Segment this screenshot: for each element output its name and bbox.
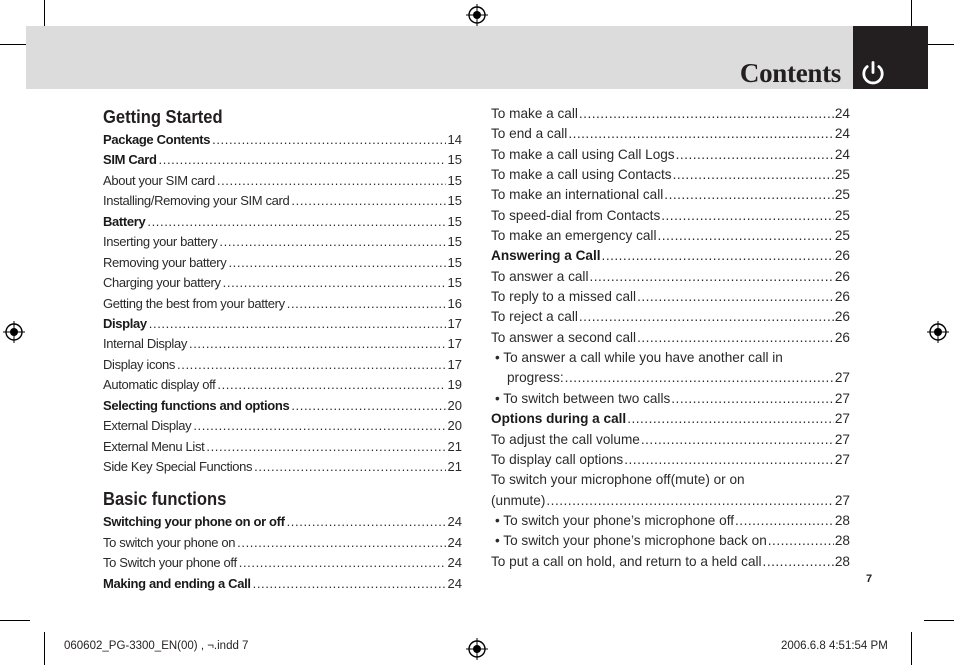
- dot-leader: [291, 396, 445, 416]
- toc-entry[interactable]: [103, 130, 462, 150]
- toc-entry-title: Making and ending a Call: [103, 575, 251, 591]
- toc-entry-title: Answering a Call: [491, 248, 601, 264]
- toc-entry-title: Inserting your battery: [103, 234, 218, 250]
- section-heading: Getting Started: [103, 107, 223, 127]
- toc-entry-page: 15: [447, 193, 462, 209]
- toc-entry[interactable]: [491, 206, 850, 226]
- toc-entry-page: 15: [447, 234, 462, 250]
- toc-entry-title: To display call options: [491, 451, 624, 467]
- toc-entry-title: Display icons: [103, 356, 176, 372]
- toc-entry-title: Charging your battery: [103, 275, 221, 291]
- toc-entry-page: 27: [834, 370, 850, 386]
- toc-entry-page: 17: [447, 356, 462, 372]
- footer-timestamp: 2006.6.8 4:51:54 PM: [781, 640, 888, 652]
- toc-entry-title: Switching your phone on or off: [103, 514, 285, 530]
- toc-entry[interactable]: [103, 375, 462, 395]
- dot-leader: [206, 437, 445, 457]
- dot-leader: [657, 226, 833, 246]
- dot-leader: [189, 334, 446, 354]
- toc-entry-page: 27: [834, 451, 850, 467]
- toc-entry-page: 15: [447, 172, 462, 188]
- toc-entry[interactable]: [103, 553, 462, 573]
- toc-entry-page: 14: [447, 132, 462, 147]
- toc-entry[interactable]: [491, 552, 850, 572]
- dot-leader: [637, 328, 834, 348]
- power-icon: [858, 58, 888, 88]
- dot-leader: [147, 212, 445, 232]
- toc-entry-page: 27: [834, 492, 850, 508]
- toc-entry[interactable]: [491, 450, 850, 470]
- toc-entry-title: To adjust the call volume: [491, 431, 640, 447]
- registration-mark-icon: [927, 321, 949, 343]
- toc-entry[interactable]: [491, 409, 850, 429]
- dot-leader: [768, 531, 834, 551]
- toc-entry-page: 27: [834, 431, 850, 447]
- dot-leader: [627, 409, 834, 429]
- toc-entry[interactable]: [491, 226, 850, 246]
- page-title: Contents: [739, 58, 841, 88]
- dot-leader: [637, 287, 834, 307]
- toc-entry-title: Automatic display off: [103, 377, 216, 393]
- toc-entry-page: 24: [834, 146, 850, 162]
- toc-entry-title: Display: [103, 315, 147, 331]
- dot-leader: [673, 165, 834, 185]
- toc-entry-page: 15: [447, 152, 462, 168]
- toc-entry-title: Getting the best from your battery: [103, 295, 285, 311]
- toc-entry-page: 25: [834, 187, 850, 203]
- dot-leader: [676, 145, 834, 165]
- registration-mark-icon: [466, 4, 488, 26]
- crop-mark: [924, 620, 954, 621]
- toc-entry-title: Options during a call: [491, 411, 627, 427]
- toc-entry-title: To make a call: [491, 106, 578, 121]
- toc-entry[interactable]: [491, 491, 850, 511]
- toc-entry-title: To end a call: [491, 126, 568, 142]
- toc-entry[interactable]: [491, 104, 850, 124]
- crop-mark: [924, 44, 954, 45]
- toc-entry-page: 24: [834, 106, 850, 121]
- toc-entry-page: 24: [447, 514, 462, 530]
- registration-mark-icon: [466, 638, 488, 660]
- toc-entry-page: 26: [834, 289, 850, 305]
- toc-entry-title: • To switch your phone’s microphone off: [495, 512, 735, 528]
- toc-entry-page: 15: [447, 275, 462, 291]
- toc-entry-page: 26: [834, 329, 850, 345]
- toc-entry-page: 15: [447, 254, 462, 270]
- registration-mark-icon: [3, 321, 25, 343]
- dot-leader: [177, 355, 445, 375]
- toc-entry[interactable]: [103, 212, 462, 232]
- toc-entry-page: 27: [834, 411, 850, 427]
- toc-entry-title: Battery: [103, 213, 146, 229]
- dot-leader: [219, 232, 445, 252]
- dot-leader: [212, 130, 445, 150]
- toc-entry-title: To reject a call: [491, 309, 578, 325]
- toc-entry[interactable]: [103, 334, 462, 354]
- toc-entry-page: 21: [447, 459, 462, 474]
- dot-leader: [565, 368, 834, 388]
- toc-entry[interactable]: [103, 171, 462, 191]
- toc-entry-page: 26: [834, 309, 850, 325]
- toc-entry[interactable]: [103, 396, 462, 416]
- toc-entry[interactable]: [491, 145, 850, 165]
- toc-entry-title: To make a call using Call Logs: [491, 146, 675, 162]
- toc-entry-line[interactable]: To switch your microphone off(mute) or on: [491, 472, 745, 488]
- toc-entry[interactable]: [491, 307, 850, 327]
- dot-leader: [568, 124, 834, 144]
- toc-entry-page: 26: [834, 268, 850, 284]
- toc-entry[interactable]: [491, 430, 850, 450]
- toc-entry-title: • To switch your phone’s microphone back on: [495, 533, 767, 549]
- toc-entry-title: Internal Display: [103, 336, 187, 352]
- toc-left-column: [103, 104, 462, 594]
- crop-mark: [911, 632, 912, 665]
- toc-entry-line[interactable]: • To answer a call while you have another call in: [495, 350, 783, 366]
- toc-entry-title: (unmute): [491, 492, 546, 508]
- toc-entry-title: External Menu List: [103, 438, 205, 454]
- toc-entry[interactable]: [103, 314, 462, 334]
- crop-mark: [0, 620, 30, 621]
- toc-entry[interactable]: [103, 355, 462, 375]
- toc-entry[interactable]: [491, 267, 850, 287]
- toc-entry-title: Package Contents: [103, 132, 211, 147]
- toc-entry[interactable]: [103, 253, 462, 273]
- toc-entry[interactable]: [103, 150, 462, 170]
- toc-entry-title: To answer a second call: [491, 329, 637, 345]
- toc-entry-page: 26: [834, 248, 850, 264]
- dot-leader: [193, 416, 445, 436]
- toc-entry-title: SIM Card: [103, 152, 157, 168]
- toc-entry-title: To make a call using Contacts: [491, 167, 672, 183]
- toc-entry-title: To switch your phone on: [103, 534, 236, 550]
- dot-leader: [641, 430, 834, 450]
- toc-entry-title: To speed-dial from Contacts: [491, 207, 661, 223]
- dot-leader: [237, 533, 445, 553]
- toc-entry-page: 21: [447, 438, 462, 454]
- toc-entry-page: 16: [447, 295, 462, 311]
- toc-entry-title: To Switch your phone off: [103, 555, 237, 571]
- toc-entry[interactable]: [491, 531, 850, 551]
- toc-entry-page: 17: [447, 336, 462, 352]
- toc-entry-title: progress:: [507, 370, 564, 386]
- toc-entry-page: 15: [447, 213, 462, 229]
- section-heading: Basic functions: [103, 489, 227, 510]
- toc-entry[interactable]: [491, 287, 850, 307]
- dot-leader: [287, 294, 446, 314]
- toc-entry-page: 20: [447, 397, 462, 413]
- toc-entry[interactable]: [491, 328, 850, 348]
- dot-leader: [217, 171, 446, 191]
- toc-entry-page: 24: [447, 534, 462, 550]
- dot-leader: [664, 185, 834, 205]
- toc-entry[interactable]: [491, 511, 850, 531]
- dot-leader: [228, 253, 445, 273]
- toc-entry-page: 17: [447, 315, 462, 331]
- dot-leader: [579, 307, 834, 327]
- dot-leader: [239, 553, 446, 573]
- toc-entry-title: To answer a call: [491, 268, 589, 284]
- dot-leader: [287, 512, 446, 532]
- toc-entry[interactable]: [103, 416, 462, 436]
- toc-entry-title: To reply to a missed call: [491, 289, 637, 305]
- toc-entry[interactable]: [103, 533, 462, 553]
- toc-entry-title: To make an emergency call: [491, 228, 657, 244]
- header-band: [26, 26, 853, 89]
- section-tab: [853, 26, 928, 89]
- dot-leader: [159, 150, 446, 170]
- dot-leader: [223, 273, 446, 293]
- toc-entry-page: 27: [834, 390, 850, 406]
- toc-entry-page: 28: [834, 512, 850, 528]
- toc-entry[interactable]: [103, 437, 462, 457]
- footer-file-info: 060602_PG-3300_EN(00) , ¬.indd 7: [64, 640, 249, 652]
- toc-entry-title: About your SIM card: [103, 172, 215, 188]
- dot-leader: [589, 267, 833, 287]
- toc-entry-page: 25: [834, 207, 850, 223]
- toc-entry[interactable]: [491, 389, 850, 409]
- toc-entry-title: To put a call on hold, and return to a held call: [491, 553, 762, 569]
- dot-leader: [546, 491, 833, 511]
- toc-entry-page: 19: [447, 377, 462, 393]
- dot-leader: [254, 457, 445, 477]
- toc-entry[interactable]: [491, 165, 850, 185]
- toc-entry-title: To make an international call: [491, 187, 664, 203]
- toc-entry[interactable]: [103, 191, 462, 211]
- toc-entry[interactable]: [103, 232, 462, 252]
- toc-entry-title: Installing/Removing your SIM card: [103, 193, 290, 209]
- toc-entry-page: 28: [834, 533, 850, 549]
- toc-entry-title: Selecting functions and options: [103, 397, 290, 413]
- toc-entry-title: External Display: [103, 418, 192, 434]
- toc-entry[interactable]: [491, 185, 850, 205]
- toc-entry-title: Removing your battery: [103, 254, 227, 270]
- page-number: 7: [866, 573, 873, 585]
- toc-entry-title: Side Key Special Functions: [103, 459, 253, 474]
- dot-leader: [291, 191, 445, 211]
- toc-entry-page: 25: [834, 228, 850, 244]
- toc-entry-page: 24: [447, 575, 462, 591]
- toc-entry[interactable]: [491, 124, 850, 144]
- toc-entry[interactable]: [103, 294, 462, 314]
- dot-leader: [661, 206, 834, 226]
- toc-entry-page: 25: [834, 167, 850, 183]
- toc-entry[interactable]: [103, 457, 462, 477]
- dot-leader: [735, 511, 834, 531]
- dot-leader: [149, 314, 446, 334]
- toc-entry[interactable]: [103, 512, 462, 532]
- dot-leader: [624, 450, 834, 470]
- toc-right-column: [491, 104, 850, 572]
- toc-entry-title: • To switch between two calls: [495, 390, 671, 406]
- toc-entry-page: 24: [447, 555, 462, 571]
- toc-entry[interactable]: [491, 368, 850, 388]
- dot-leader: [671, 389, 834, 409]
- dot-leader: [579, 104, 834, 124]
- dot-leader: [602, 246, 834, 266]
- toc-entry[interactable]: [103, 574, 462, 594]
- toc-entry-page: 24: [834, 126, 850, 142]
- toc-entry[interactable]: [103, 273, 462, 293]
- dot-leader: [217, 375, 445, 395]
- dot-leader: [763, 552, 834, 572]
- toc-entry-page: 28: [834, 553, 850, 569]
- crop-mark: [44, 632, 45, 665]
- toc-entry-page: 20: [447, 418, 462, 434]
- toc-entry[interactable]: [491, 246, 850, 266]
- dot-leader: [253, 574, 446, 594]
